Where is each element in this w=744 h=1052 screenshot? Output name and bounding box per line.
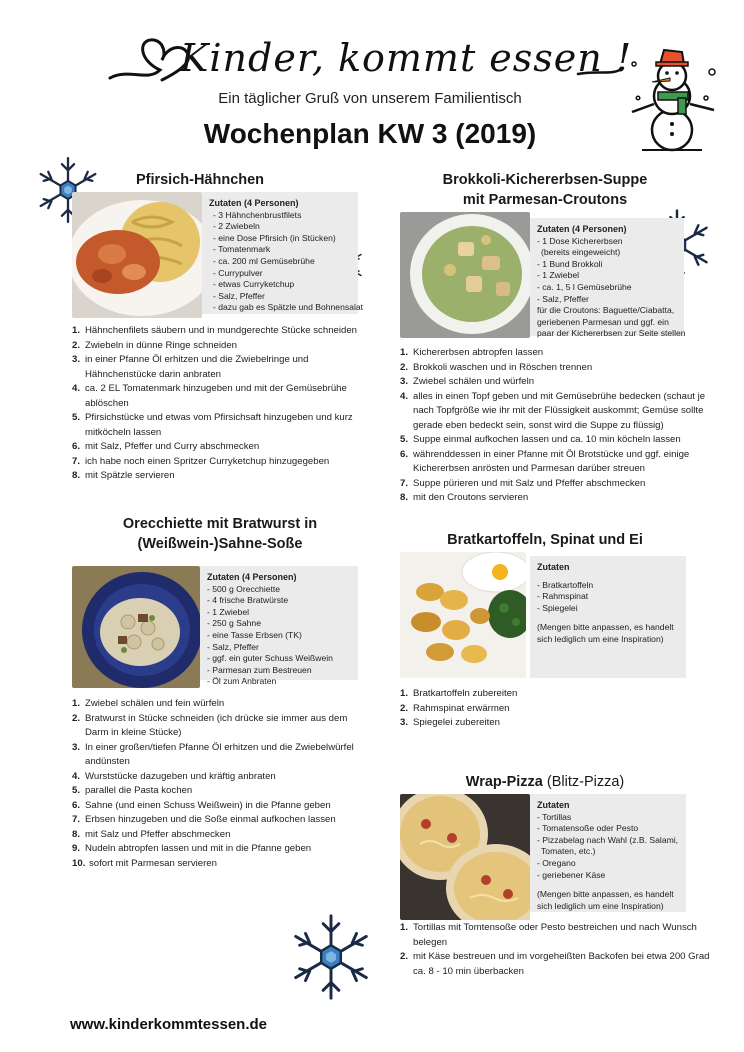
ingredient-item: - eine Tasse Erbsen (TK) bbox=[207, 629, 302, 640]
step-text: Kichererbsen abtropfen lassen bbox=[413, 347, 544, 358]
ingredient-item: - dazu gab es Spätzle und Bohnensalat bbox=[213, 302, 364, 313]
ingredient-item: - Parmesan zum Bestreuen bbox=[207, 664, 312, 675]
step-number: 4. bbox=[400, 390, 409, 402]
recipe-title-line: Brokkoli-Kichererbsen-Suppe bbox=[442, 172, 648, 188]
step-item bbox=[400, 716, 700, 731]
step-text: ich habe noch einen Spritzer Curryketchup hinzugegeben bbox=[85, 455, 330, 467]
step-text: Zwiebeln in dünne Ringe schneiden bbox=[85, 339, 238, 351]
step-text: Pfirsichstücke und etwas vom Pfirsichsaft hinzugeben und kurz mitköcheln lassen bbox=[85, 412, 353, 438]
ingredients-panel bbox=[200, 566, 358, 687]
step-text: Zwiebel schälen und fein würfeln bbox=[85, 698, 225, 709]
step-item bbox=[400, 921, 716, 950]
step-text: Bratkartoffeln zubereiten bbox=[413, 688, 518, 699]
ingredient-item: - Salz, Pfeffer bbox=[207, 641, 259, 652]
step-text: mit Spätzle servieren bbox=[85, 470, 175, 481]
steps-list bbox=[400, 687, 700, 731]
step-number: 8. bbox=[400, 492, 409, 503]
step-text: mit Käse bestreuen und im vorgeheißten Backofen bei etwa 200 Grad ca. 8 - 10 min überbacken bbox=[413, 951, 710, 977]
step-number: 3. bbox=[400, 376, 409, 387]
ingredient-item: - Spiegelei bbox=[537, 602, 578, 613]
step-text: In einer großen/tiefen Pfanne Öl erhitzen und die Zwiebelwürfel andünsten bbox=[85, 741, 354, 767]
ingredient-item: - Currypulver bbox=[213, 267, 263, 278]
step-text: mit Salz und Pfeffer abschmecken bbox=[85, 828, 231, 840]
ingredient-item: - Salz, Pfeffer bbox=[213, 290, 265, 301]
recipe-title bbox=[410, 170, 680, 210]
step-item bbox=[400, 950, 716, 979]
ingredient-item: - 1 Zwiebel bbox=[537, 270, 580, 281]
step-item bbox=[72, 455, 368, 470]
ingredient-item: - 4 frische Bratwürste bbox=[207, 595, 289, 606]
recipe-title-line: (Weißwein-)Sahne-Soße bbox=[137, 536, 303, 552]
step-text: parallel die Pasta kochen bbox=[85, 785, 193, 796]
recipe-photo-chicken bbox=[72, 192, 202, 318]
page-title: Wochenplan KW 3 (2019) bbox=[203, 118, 537, 149]
step-text: Zwiebel schälen und würfeln bbox=[413, 376, 535, 387]
ingredient-item: - eine Dose Pfirsich (in Stücken) bbox=[213, 232, 336, 243]
step-number: 1. bbox=[400, 922, 409, 933]
step-item bbox=[400, 433, 718, 448]
step-item bbox=[400, 390, 718, 434]
step-text: Erbsen hinzugeben und die Soße einmal aufkochen lassen bbox=[85, 814, 336, 825]
recipe-title bbox=[430, 772, 660, 792]
ingredient-item: - ca. 1, 5 l Gemüsebrühe bbox=[537, 281, 632, 292]
step-item bbox=[72, 857, 368, 872]
recipe-title-bold: Wrap-Pizza bbox=[465, 774, 543, 790]
step-text: Spiegelei zubereiten bbox=[413, 717, 500, 728]
step-number: 5. bbox=[400, 434, 409, 445]
step-item bbox=[400, 491, 718, 506]
ingredient-item: - 1 Bund Brokkoli bbox=[537, 258, 603, 269]
ingredients-heading: Zutaten (4 Personen) bbox=[209, 198, 299, 208]
step-number: 9. bbox=[72, 843, 81, 854]
step-item bbox=[72, 324, 368, 339]
ingredient-item: - etwas Curryketchup bbox=[213, 279, 295, 290]
step-item bbox=[72, 697, 368, 712]
recipe-photo-potatoes bbox=[400, 552, 526, 678]
ingredients-heading: Zutaten bbox=[537, 800, 570, 810]
ingredients-note: (Mengen bitte anpassen, es handelt sich lediglich um eine Inspiration) bbox=[537, 889, 674, 911]
step-item bbox=[400, 346, 718, 361]
footer-url: www.kinderkommtessen.de bbox=[70, 1016, 268, 1033]
ingredient-item: geriebenen Parmesan und ggf. ein bbox=[537, 316, 669, 327]
step-text: Rahmspinat erwärmen bbox=[413, 702, 510, 714]
step-number: 6. bbox=[400, 448, 409, 460]
step-item bbox=[72, 828, 368, 843]
step-text: mit den Croutons servieren bbox=[413, 492, 529, 503]
step-text: Bratwurst in Stücke schneiden (ich drücke sie immer aus dem Darm in kleine Stücke) bbox=[85, 712, 348, 738]
step-item bbox=[72, 770, 368, 785]
step-text: Hähnchenfilets säubern und in mundgerechte Stücke schneiden bbox=[85, 325, 358, 336]
step-text: Tortillas mit Tomtensoße oder Pesto bestreichen und nach Wunsch belegen bbox=[413, 922, 697, 948]
ingredient-item: - Salz, Pfeffer bbox=[537, 293, 589, 304]
step-text: Brokkoli waschen und in Röschen trennen bbox=[413, 361, 593, 373]
steps-list bbox=[400, 346, 718, 506]
ingredient-item: - 1 Zwiebel bbox=[207, 606, 250, 617]
ingredient-item: - Tomatenmark bbox=[213, 244, 271, 255]
step-text: währenddessen in einer Pfanne mit Öl Brotstücke und ggf. einige Kichererbsen anrösten und Parmesan darüber streuen bbox=[413, 448, 690, 474]
step-item bbox=[72, 440, 368, 455]
step-number: 1. bbox=[72, 325, 81, 336]
recipe-photo-pasta bbox=[72, 566, 200, 688]
step-text: Nudeln abtropfen lassen und mit in die Pfanne geben bbox=[85, 843, 312, 854]
step-item bbox=[400, 448, 718, 477]
ingredient-item: - geriebener Käse bbox=[537, 869, 606, 880]
ingredient-item: (bereits eingeweicht) bbox=[541, 247, 621, 258]
step-item bbox=[72, 339, 368, 354]
ingredients-panel bbox=[202, 192, 364, 314]
ingredient-item: - ggf. ein guter Schuss Weißwein bbox=[207, 653, 333, 664]
brand-logo bbox=[108, 30, 648, 88]
ingredient-item: - Oregano bbox=[537, 857, 576, 868]
steps-list bbox=[400, 921, 716, 979]
step-item bbox=[72, 741, 368, 770]
ingredient-item: für die Croutons: Baguette/Ciabatta, bbox=[537, 305, 675, 316]
step-number: 3. bbox=[400, 717, 409, 728]
ingredient-item: - Öl zum Anbraten bbox=[207, 676, 277, 687]
ingredient-item: - 1 Dose Kichererbsen bbox=[537, 235, 623, 246]
step-number: 1. bbox=[400, 347, 409, 358]
ingredient-item: - Tomatensoße oder Pesto bbox=[537, 823, 639, 834]
step-number: 7. bbox=[400, 477, 409, 489]
step-item bbox=[400, 702, 700, 717]
step-number: 4. bbox=[72, 770, 81, 782]
step-text: Suppe einmal aufkochen lassen und ca. 10 min köcheln lassen bbox=[413, 434, 681, 445]
step-number: 8. bbox=[72, 828, 81, 840]
step-number: 7. bbox=[72, 455, 81, 467]
step-number: 7. bbox=[72, 814, 81, 825]
step-number: 10. bbox=[72, 857, 86, 869]
recipe-title-line: Orecchiette mit Bratwurst in bbox=[122, 516, 318, 532]
ingredients-heading: Zutaten (4 Personen) bbox=[537, 224, 627, 234]
ingredients-heading: Zutaten (4 Personen) bbox=[207, 572, 297, 582]
ingredients-note: (Mengen bitte anpassen, es handelt sich lediglich um eine Inspiration) bbox=[537, 622, 674, 644]
ingredient-item: - Pizzabelag nach Wahl (z.B. Salami, bbox=[537, 834, 679, 845]
step-number: 3. bbox=[72, 741, 81, 753]
ingredient-item: - 3 Hähnchenbrustfilets bbox=[213, 209, 302, 220]
snowman-icon bbox=[622, 42, 722, 152]
ingredient-item: paar der Kichererbsen zur Seite stellen bbox=[537, 328, 686, 339]
step-number: 5. bbox=[72, 412, 81, 423]
step-number: 2. bbox=[72, 712, 81, 724]
step-item bbox=[400, 477, 718, 492]
recipe-photo-soup bbox=[400, 212, 530, 338]
recipe-title: Pfirsich-Hähnchen bbox=[135, 172, 265, 188]
step-number: 6. bbox=[72, 799, 81, 811]
step-text: Wurststücke dazugeben und kräftig anbraten bbox=[85, 770, 276, 782]
step-item bbox=[72, 469, 368, 484]
recipe-title-light: (Blitz-Pizza) bbox=[542, 774, 625, 790]
step-number: 4. bbox=[72, 383, 81, 394]
ingredients-heading: Zutaten bbox=[537, 562, 570, 572]
step-number: 2. bbox=[400, 361, 409, 373]
page-subtitle: Ein täglicher Gruß von unserem Familientisch bbox=[218, 90, 522, 107]
steps-list bbox=[72, 324, 368, 484]
step-item bbox=[72, 353, 368, 382]
step-text: ca. 2 EL Tomatenmark hinzugeben und mit der Gemüsebrühe ablöschen bbox=[85, 383, 347, 409]
step-number: 1. bbox=[400, 688, 409, 699]
step-item bbox=[72, 813, 368, 828]
step-text: alles in einen Topf geben und mit Gemüsebrühe bedecken (schaut je nach Topfgröße wie ihr mit der Flüssigkeit auskommt; Gemüse sollte gerade eben bedeckt sein, sonst wird die Suppe zu flüssig) bbox=[413, 390, 706, 431]
ingredients-panel bbox=[530, 794, 686, 912]
step-item bbox=[72, 784, 368, 799]
step-item bbox=[72, 411, 368, 440]
recipe-title: Bratkartoffeln, Spinat und Ei bbox=[447, 532, 643, 548]
ingredient-item: - ca. 200 ml Gemüsebrühe bbox=[213, 255, 315, 266]
step-text: Suppe pürieren und mit Salz und Pfeffer abschmecken bbox=[413, 477, 646, 489]
ingredients-panel bbox=[530, 556, 686, 678]
brand-title: Kinder, kommt essen ! bbox=[180, 36, 633, 80]
ingredient-item: - 500 g Orecchiette bbox=[207, 583, 281, 594]
step-number: 2. bbox=[400, 951, 409, 962]
step-number: 3. bbox=[72, 354, 81, 365]
step-item bbox=[72, 712, 368, 741]
ingredient-item: - Bratkartoffeln bbox=[537, 579, 594, 590]
step-item bbox=[400, 361, 718, 376]
step-item bbox=[400, 375, 718, 390]
step-number: 6. bbox=[72, 441, 81, 452]
step-number: 8. bbox=[72, 470, 81, 481]
ingredient-item: - Rahmspinat bbox=[537, 591, 589, 602]
step-text: sofort mit Parmesan servieren bbox=[89, 857, 217, 869]
ingredient-item: Tomaten, etc.) bbox=[541, 846, 596, 857]
step-text: mit Salz, Pfeffer und Curry abschmecken bbox=[85, 441, 260, 452]
step-number: 2. bbox=[72, 339, 81, 351]
step-item bbox=[400, 687, 700, 702]
snowflake-icon bbox=[282, 908, 380, 1006]
step-number: 2. bbox=[400, 702, 409, 714]
recipe-photo-pizza bbox=[400, 794, 530, 920]
step-item bbox=[72, 842, 368, 857]
ingredient-item: - 2 Zwiebeln bbox=[213, 221, 260, 232]
step-item bbox=[72, 799, 368, 814]
step-text: Sahne (und einen Schuss Weißwein) in die Pfanne geben bbox=[85, 799, 331, 811]
step-text: in einer Pfanne Öl erhitzen und die Zwiebelringe und Hähnchenstücke darin anbraten bbox=[85, 354, 309, 380]
step-number: 5. bbox=[72, 785, 81, 796]
step-item bbox=[72, 382, 368, 411]
recipe-title bbox=[92, 514, 348, 554]
steps-list bbox=[72, 697, 368, 871]
recipe-title-line: mit Parmesan-Croutons bbox=[462, 192, 628, 208]
step-number: 1. bbox=[72, 698, 81, 709]
ingredient-item: - Tortillas bbox=[537, 811, 572, 822]
ingredient-item: - 250 g Sahne bbox=[207, 618, 261, 629]
ingredients-panel bbox=[530, 218, 686, 339]
